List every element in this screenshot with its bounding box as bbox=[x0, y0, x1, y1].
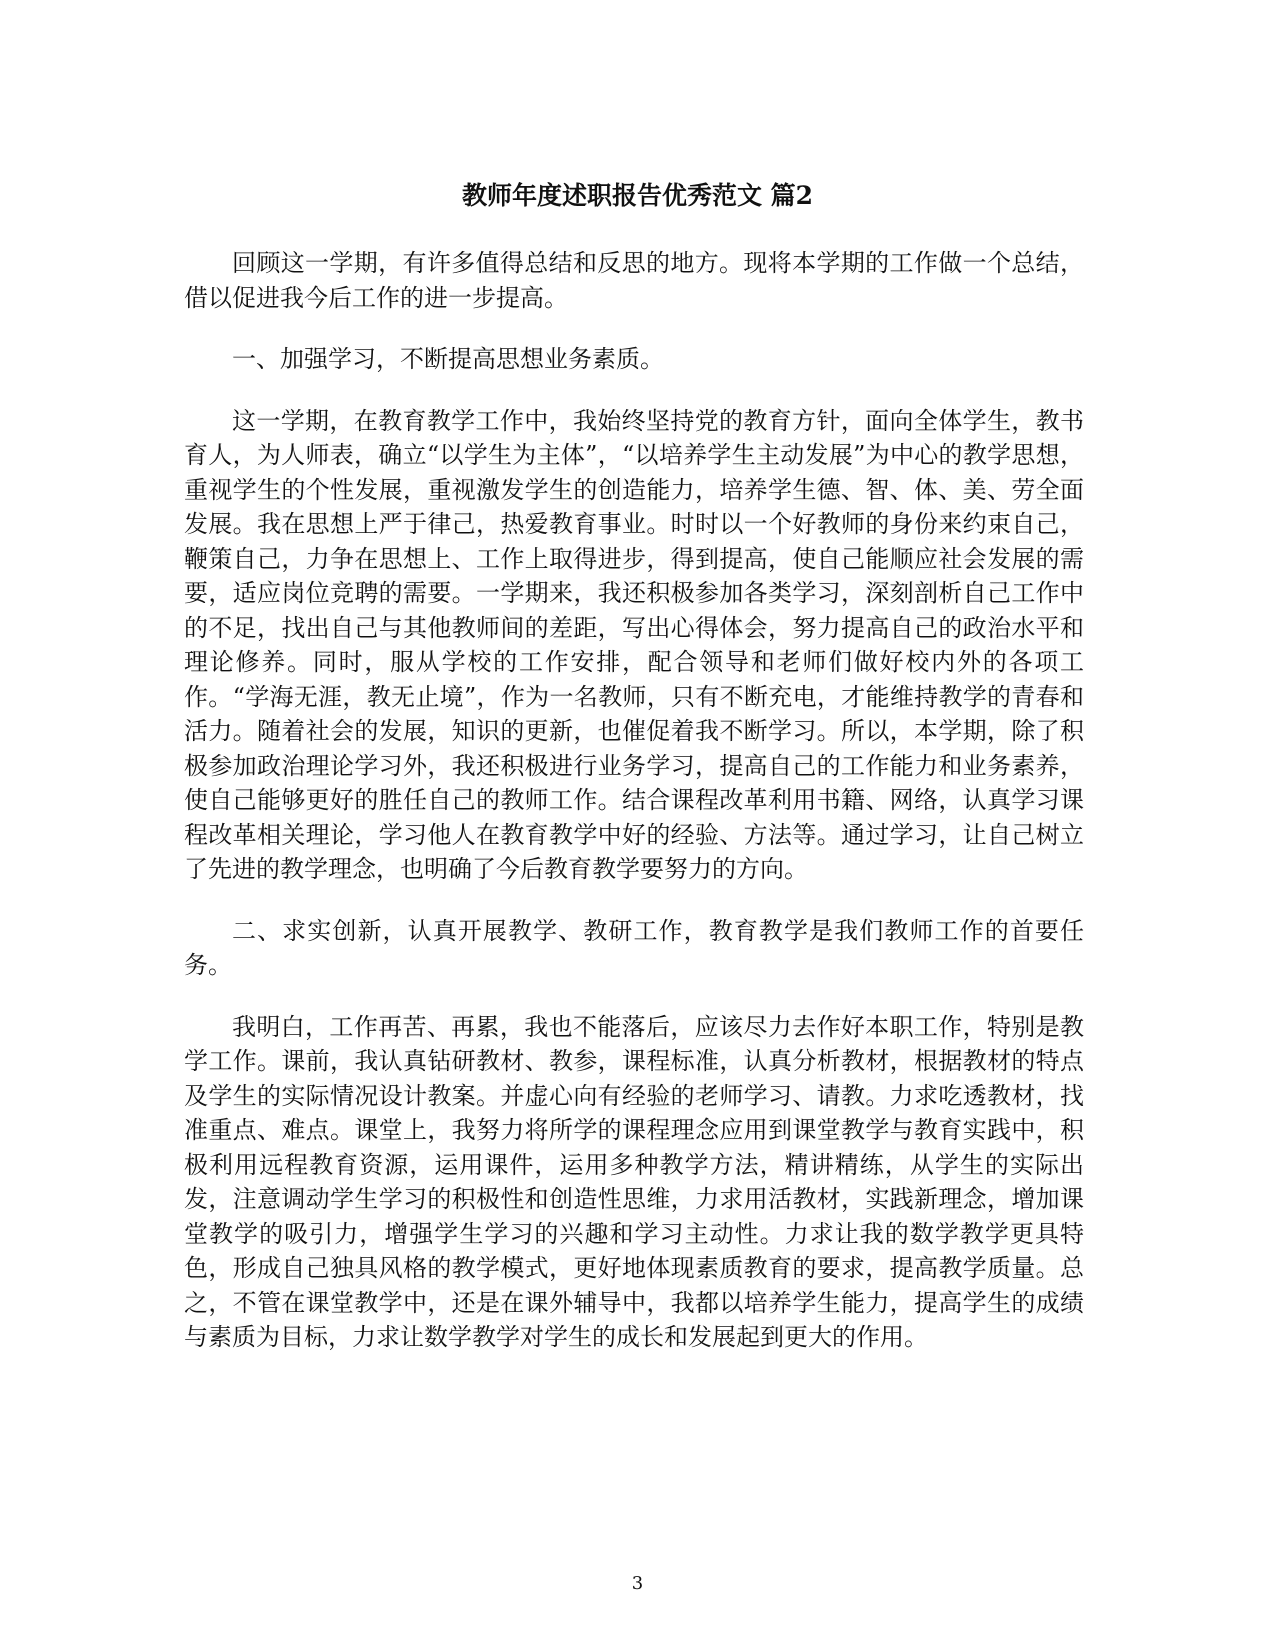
document-title: 教师年度述职报告优秀范文 篇2 bbox=[461, 181, 814, 210]
paragraph-section-1: 这一学期，在教育教学工作中，我始终坚持党的教育方针，面向全体学生，教书育人，为人师表，确立“以学生为主体”，“以培养学生主动发展”为中心的教学思想，重视学生的个性发展，重视激发学生的创造能力，培养学生德、智、体、美、劳全面发展。我在思想上严于律己，热爱教育事业。时时以一个好教师的身份来约束自己，鞭策自己，力争在思想上、工作上取得进步，得到提高，使自己能顺应社会发展的需要，适应岗位竞聘的需要。一学期来，我还积极参加各类学习，深刻剖析自己工作中的不足，找出自己与其他教师间的差距，写出心得体会，努力提高自己的政治水平和理论修养。同时，服从学校的工作安排，配合领导和老师们做好校内外的各项工作。“学海无涯，教无止境”，作为一名教师，只有不断充电，才能维持教学的青春和活力。随着社会的发展，知识的更新，也催促着我不断学习。所以，本学期，除了积极参加政治理论学习外，我还积极进行业务学习，提高自己的工作能力和业务素养，使自己能够更好的胜任自己的教师工作。结合课程改革利用书籍、网络，认真学习课程改革相关理论，学习他人在教育教学中好的经验、方法等。通过学习，让自己树立了先进的教学理念，也明确了今后教育教学要努力的方向。 bbox=[184, 406, 1084, 883]
paragraph-section-2: 我明白，工作再苦、再累，我也不能落后，应该尽力去作好本职工作，特别是教学工作。课前，我认真钻研教材、教参，课程标准，认真分析教材，根据教材的特点及学生的实际情况设计教案。并虚心向有经验的老师学习、请教。力求吃透教材，找准重点、难点。课堂上，我努力将所学的课程理念应用到课堂教学与教育实践中，积极利用远程教育资源，运用课件，运用多种教学方法，精讲精练，从学生的实际出发，注意调动学生学习的积极性和创造性思维，力求用活教材，实践新理念，增加课堂教学的吸引力，增强学生学习的兴趣和学习主动性。力求让我的数学教学更具特色，形成自己独具风格的教学模式，更好地体现素质教育的要求，提高教学质量。总之，不管在课堂教学中，还是在课外辅导中，我都以培养学生能力，提高学生的成绩与素质为目标，力求让数学教学对学生的成长和发展起到更大的作用。 bbox=[184, 1012, 1084, 1351]
paragraph-intro: 回顾这一学期，有许多值得总结和反思的地方。现将本学期的工作做一个总结，借以促进我今后工作的进一步提高。 bbox=[184, 249, 1084, 312]
section-heading-2: 二、求实创新，认真开展教学、教研工作，教育教学是我们教师工作的首要任务。 bbox=[184, 916, 1084, 979]
document-body bbox=[184, 246, 1084, 1382]
section-heading-1: 一、加强学习，不断提高思想业务素质。 bbox=[232, 345, 664, 373]
page-number: 3 bbox=[631, 1573, 644, 1594]
